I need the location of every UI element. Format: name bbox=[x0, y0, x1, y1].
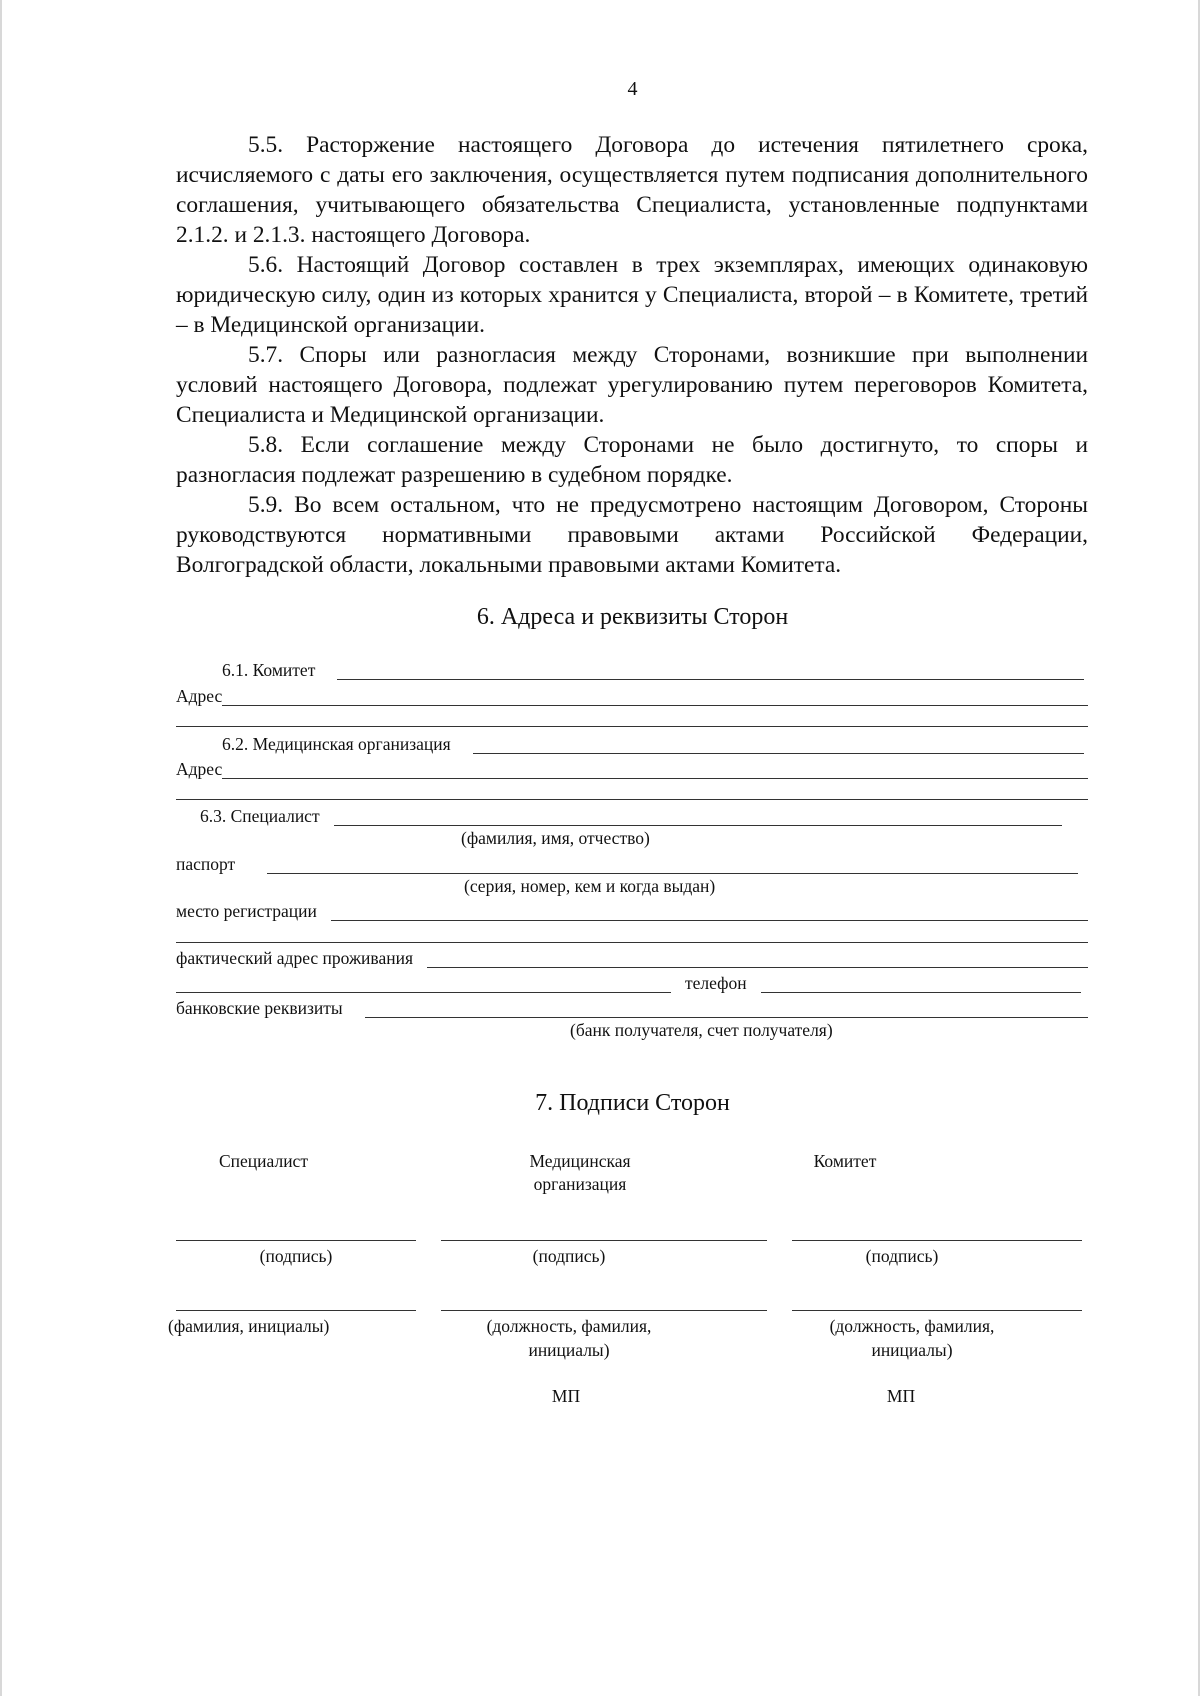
specialist-sign-title: Специалист bbox=[219, 1151, 308, 1171]
committee-address-field[interactable] bbox=[222, 689, 1088, 706]
passport-label: паспорт bbox=[176, 854, 236, 874]
registration-label: место регистрации bbox=[176, 901, 317, 921]
medorg-row bbox=[222, 734, 1084, 754]
medorg-position-hint-2: инициалы) bbox=[528, 1340, 610, 1360]
medorg-address-label: Адрес bbox=[176, 759, 223, 779]
passport-hint: (серия, номер, кем и когда выдан) bbox=[464, 876, 716, 896]
fio-hint: (фамилия, имя, отчество) bbox=[461, 828, 650, 848]
medorg-signature-hint: (подпись) bbox=[532, 1246, 606, 1266]
clause-5-8: 5.8. Если соглашение между Сторонами не было достигнуто, то споры и разногласия подлежат разрешению в судебном порядке. bbox=[176, 432, 1088, 488]
section-7-title: 7. Подписи Сторон bbox=[535, 1090, 730, 1116]
specialist-name-line[interactable] bbox=[176, 1310, 416, 1311]
actual-address-line-2[interactable] bbox=[176, 976, 671, 993]
clause-5-7: 5.7. Споры или разногласия между Сторонами, возникшие при выполнении условий настоящего Договора, подлежат урегулированию путем переговоров Комитета, Специалиста и Медицинской организации. bbox=[176, 342, 1088, 428]
medorg-field[interactable] bbox=[473, 737, 1084, 754]
committee-signature-hint: (подпись) bbox=[865, 1246, 939, 1266]
committee-row bbox=[222, 660, 1084, 680]
actual-address-label: фактический адрес проживания bbox=[176, 948, 414, 968]
committee-position-hint-2: инициалы) bbox=[871, 1340, 953, 1360]
committee-signature-line[interactable] bbox=[792, 1240, 1082, 1241]
clause-5-6: 5.6. Настоящий Договор составлен в трех экземплярах, имеющих одинаковую юридическую силу, один из которых хранится у Специалиста, второй – в Комитете, третий – в Медицинской организации. bbox=[176, 252, 1088, 338]
committee-field[interactable] bbox=[337, 663, 1084, 680]
bank-row bbox=[176, 998, 1088, 1018]
bank-label: банковские реквизиты bbox=[176, 998, 343, 1018]
specialist-signature-hint: (подпись) bbox=[259, 1246, 333, 1266]
medorg-address-line-2[interactable] bbox=[176, 799, 1088, 800]
medorg-stamp-place: МП bbox=[551, 1386, 581, 1406]
committee-stamp-place: МП bbox=[886, 1386, 916, 1406]
section-6-title: 6. Адреса и реквизиты Сторон bbox=[476, 604, 789, 630]
medorg-name-line[interactable] bbox=[441, 1310, 767, 1311]
bank-field[interactable] bbox=[365, 1001, 1088, 1018]
committee-name-line[interactable] bbox=[792, 1310, 1082, 1311]
passport-field[interactable] bbox=[267, 857, 1078, 874]
specialist-name-hint: (фамилия, инициалы) bbox=[168, 1316, 330, 1336]
phone-row bbox=[176, 973, 1081, 993]
phone-label: телефон bbox=[685, 973, 747, 993]
medorg-signature-line[interactable] bbox=[441, 1240, 767, 1241]
medorg-sign-title-1: Медицинская bbox=[529, 1151, 631, 1171]
actual-address-field[interactable] bbox=[427, 951, 1088, 968]
clause-5-5: 5.5. Расторжение настоящего Договора до истечения пятилетнего срока, исчисляемого с даты его заключения, осуществляется путем подписания дополнительного соглашения, учитывающего обязательства Специалиста, установленные подпунктами 2.1.2. и 2.1.3. настоящего Договора. bbox=[176, 132, 1088, 248]
specialist-row bbox=[200, 806, 1062, 826]
committee-position-hint-1: (должность, фамилия, bbox=[829, 1316, 995, 1336]
committee-address-label: Адрес bbox=[176, 686, 223, 706]
committee-address-line-2[interactable] bbox=[176, 726, 1088, 727]
registration-line-2[interactable] bbox=[176, 942, 1088, 943]
registration-row bbox=[176, 901, 1088, 921]
phone-field[interactable] bbox=[761, 976, 1081, 993]
passport-row bbox=[176, 854, 1078, 874]
specialist-fio-field[interactable] bbox=[334, 809, 1062, 826]
committee-sign-title: Комитет bbox=[813, 1151, 877, 1171]
actual-address-row bbox=[176, 948, 1088, 968]
registration-field[interactable] bbox=[331, 904, 1088, 921]
page-number: 4 bbox=[627, 78, 638, 100]
bank-hint: (банк получателя, счет получателя) bbox=[570, 1020, 833, 1040]
medorg-sign-title-2: организация bbox=[533, 1174, 627, 1194]
medorg-address-field[interactable] bbox=[222, 762, 1088, 779]
committee-label: 6.1. Комитет bbox=[222, 660, 316, 680]
specialist-label: 6.3. Специалист bbox=[200, 806, 320, 826]
clause-5-9: 5.9. Во всем остальном, что не предусмотрено настоящим Договором, Стороны руководствуются нормативными правовыми актами Российской Федерации, Волгоградской области, локальными правовыми актами Комитета. bbox=[176, 492, 1088, 578]
medorg-position-hint-1: (должность, фамилия, bbox=[486, 1316, 652, 1336]
medorg-label: 6.2. Медицинская организация bbox=[222, 734, 451, 754]
scan-edge-left bbox=[0, 0, 2, 1696]
contract-clauses bbox=[176, 130, 1088, 580]
specialist-signature-line[interactable] bbox=[176, 1240, 416, 1241]
committee-address-row bbox=[176, 686, 1088, 706]
medorg-address-row bbox=[176, 759, 1088, 779]
